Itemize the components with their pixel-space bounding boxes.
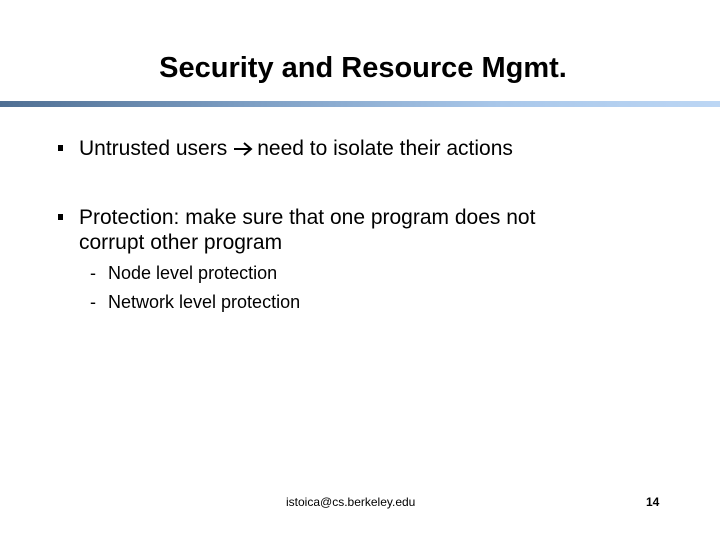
square-bullet-icon	[58, 214, 63, 220]
sub-item-text: Network level protection	[108, 292, 301, 312]
sub-item-node-level	[90, 262, 277, 284]
page-number: 14	[646, 495, 660, 509]
sub-item-network-level	[90, 291, 300, 313]
sub-item-dash: -	[90, 292, 96, 312]
sub-item-dash: -	[90, 263, 96, 283]
bullet-text-before-arrow: Untrusted users	[79, 137, 228, 160]
bullet-text-after-arrow: need to isolate their actions	[257, 137, 513, 160]
bullet-text-line-2: corrupt other program	[79, 231, 283, 254]
bullet-text-line-1: Protection: make sure that one program does not	[79, 206, 536, 229]
footer-email: istoica@cs.berkeley.edu	[286, 495, 416, 509]
slide-title: Security and Resource Mgmt.	[159, 52, 567, 84]
right-arrow-icon	[233, 138, 253, 163]
sub-item-text: Node level protection	[108, 263, 278, 283]
bullet-text	[79, 136, 513, 163]
bullet-text	[79, 205, 535, 255]
title-divider-bar	[0, 101, 720, 107]
square-bullet-icon	[58, 145, 63, 151]
